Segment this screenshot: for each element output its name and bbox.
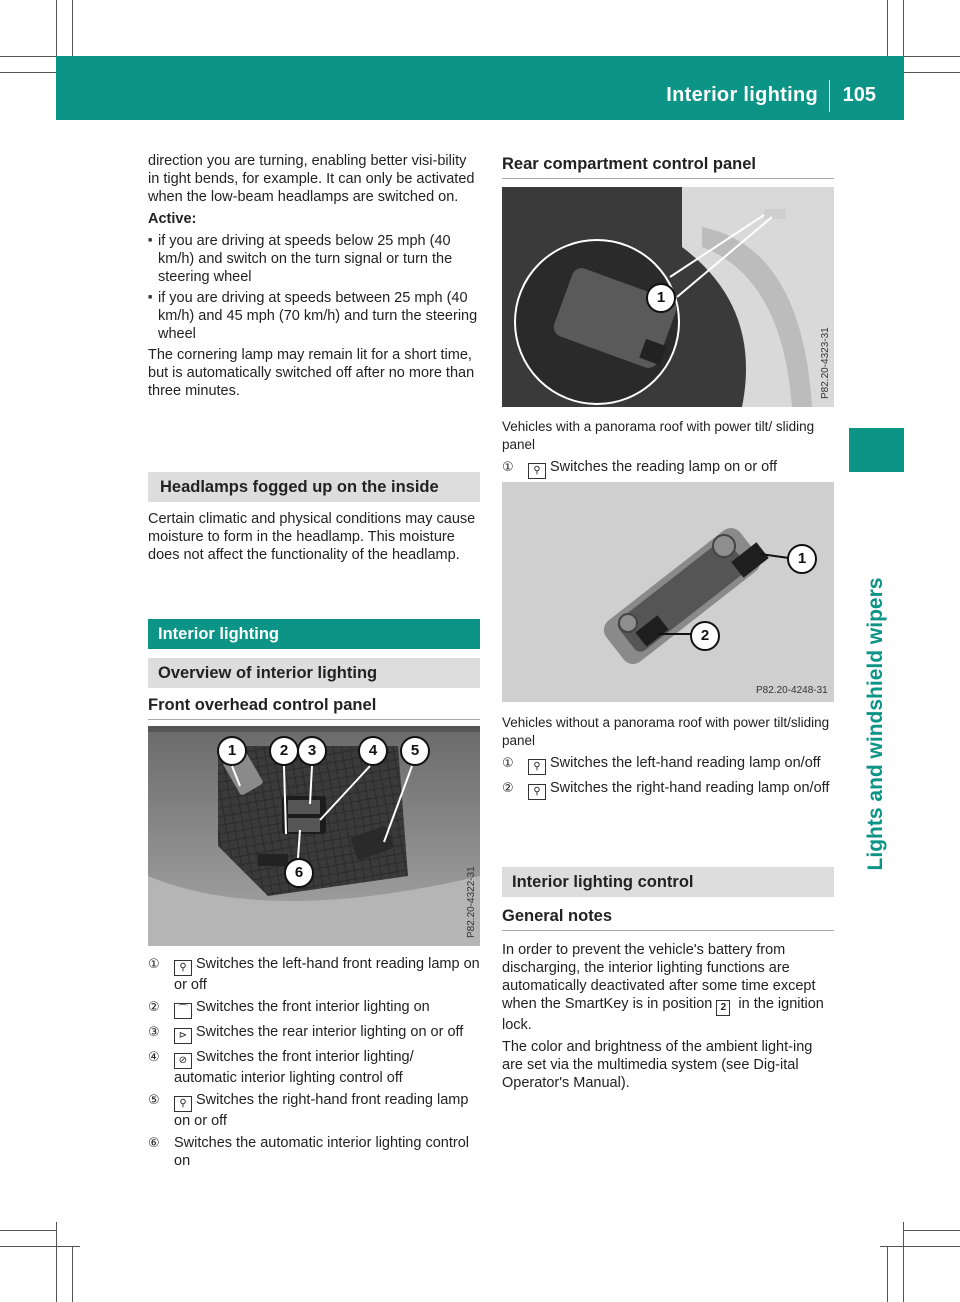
- list-item: ② ⌒ Switches the front interior lighting on: [148, 998, 480, 1019]
- side-tab-marker: [849, 428, 904, 472]
- callout-1: 1: [646, 283, 676, 313]
- general-text: In order to prevent the vehicle's battery from discharging, the interior lighting functions are automatically deactivated after some time except when the SmartKey is in position 2 in the ignition lock.: [502, 942, 824, 1033]
- callout-lines: [148, 726, 480, 946]
- list-item: ② ⚲ Switches the right-hand reading lamp on/off: [502, 779, 834, 800]
- callout-2: 2: [690, 621, 720, 651]
- rear-section: [502, 155, 834, 179]
- crop-mark: [72, 1246, 73, 1302]
- crop-mark: [903, 1222, 904, 1302]
- crop-mark: [887, 1246, 888, 1302]
- figure-caption: Vehicles with a panorama roof with power tilt/ sliding panel: [502, 419, 815, 452]
- section-heading: Interior lighting control: [502, 867, 834, 897]
- crop-mark: [904, 1230, 960, 1231]
- rear-light-icon: ⊳: [174, 1028, 192, 1044]
- cornering-note: The cornering lamp may remain lit for a short time, but is automatically switched off after no more than three minutes.: [148, 347, 475, 399]
- general-notes-heading: General notes: [502, 907, 834, 931]
- list-item: ① ⚲ Switches the left-hand reading lamp on/off: [502, 754, 834, 775]
- key-position-badge: 2: [716, 1000, 730, 1016]
- reading-lamp-icon: ⚲: [174, 960, 192, 976]
- page-number: 105: [842, 84, 876, 106]
- callout-6: 6: [284, 858, 314, 888]
- callout-1: 1: [787, 544, 817, 574]
- figure-caption: Vehicles without a panorama roof with power tilt/sliding panel: [502, 715, 830, 748]
- front-items-list: [148, 955, 480, 1174]
- callout-2: 2: [269, 736, 299, 766]
- rear-panel-heading: Rear compartment control panel: [502, 155, 834, 179]
- reading-lamp-icon: ⚲: [528, 759, 546, 775]
- callout-4: 4: [358, 736, 388, 766]
- reading-lamp-icon: ⚲: [174, 1096, 192, 1112]
- intro-text: direction you are turning, enabling better visi-bility in tight bends, for example. It can only be activated when the low-beam headlamps are switched on.: [148, 153, 475, 205]
- list-item: ⑤ ⚲ Switches the right-hand front reading lamp on or off: [148, 1092, 469, 1129]
- side-tab-label: Lights and windshield wipers: [864, 577, 887, 871]
- crop-mark: [72, 0, 73, 56]
- general-text-2: The color and brightness of the ambient light-ing are set via the multimedia system (see Dig-ital Operator's Manual).: [502, 1039, 813, 1091]
- active-label: Active:: [148, 211, 197, 227]
- callout-3: 3: [297, 736, 327, 766]
- list-item: ① ⚲ Switches the left-hand front reading lamp on or off: [148, 956, 480, 993]
- front-panel-heading: Front overhead control panel: [148, 696, 480, 720]
- front-overhead-panel-image: [148, 726, 480, 946]
- header-divider: [829, 80, 830, 112]
- crop-mark: [880, 1246, 960, 1247]
- rear-items-panorama: [502, 418, 834, 483]
- fogged-section: [148, 472, 480, 568]
- crop-mark: [0, 1246, 80, 1247]
- crop-mark: [904, 72, 960, 73]
- crop-mark: [0, 1230, 56, 1231]
- fogged-text: Certain climatic and physical conditions may cause moisture to form in the headlamp. This moisture does not affect the functionality of the headlamp.: [148, 511, 476, 563]
- rear-panel-image-standard: [502, 482, 834, 702]
- page-header: [56, 56, 904, 120]
- lighting-off-icon: ⊘: [174, 1053, 192, 1069]
- section-heading: Headlamps fogged up on the inside: [148, 472, 480, 502]
- list-item: ① ⚲ Switches the reading lamp on or off: [502, 458, 834, 479]
- rear-panel-illustration-2: [502, 482, 834, 702]
- list-item: ■ if you are driving at speeds between 25 mph (40 km/h) and 45 mph (70 km/h) and turn the steering wheel: [148, 289, 480, 343]
- list-item: ■ if you are driving at speeds below 25 mph (40 km/h) and switch on the turn signal or turn the steering wheel: [148, 232, 480, 286]
- figure-code: P82.20-4323-31: [820, 327, 831, 399]
- figure-code: P82.20-4322-31: [466, 866, 477, 938]
- rear-panel-image-panorama: [502, 187, 834, 407]
- callout-5: 5: [400, 736, 430, 766]
- reading-lamp-icon: ⚲: [528, 463, 546, 479]
- figure-code: P82.20-4248-31: [756, 685, 828, 696]
- interior-section: [148, 619, 480, 720]
- front-light-icon: ⌒: [174, 1003, 192, 1019]
- subsection-heading-overview: Overview of interior lighting: [148, 658, 480, 688]
- crop-mark: [56, 1222, 57, 1302]
- section-heading-interior: Interior lighting: [148, 619, 480, 649]
- list-item: ⑥ Switches the automatic interior lighting control on: [148, 1135, 469, 1169]
- header-title: Interior lighting: [666, 84, 818, 106]
- rear-items-standard: [502, 714, 834, 804]
- crop-mark: [0, 72, 56, 73]
- left-column: [148, 152, 480, 404]
- crop-mark: [887, 0, 888, 56]
- reading-lamp-icon: ⚲: [528, 784, 546, 800]
- callout-1: 1: [217, 736, 247, 766]
- list-item: ④ ⊘ Switches the front interior lighting/ automatic interior lighting control off: [148, 1049, 414, 1086]
- control-section: [502, 867, 834, 1096]
- list-item: ③ ⊳ Switches the rear interior lighting on or off: [148, 1023, 480, 1044]
